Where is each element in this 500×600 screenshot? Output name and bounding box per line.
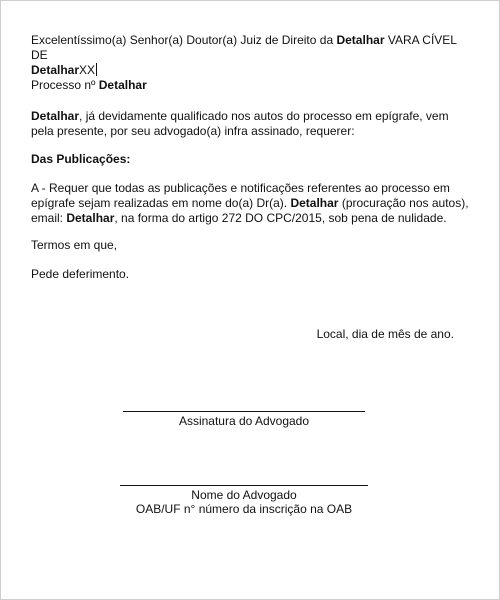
city-suffix: XX	[79, 63, 96, 77]
lawyer-name-label: Nome do Advogado	[191, 488, 297, 502]
closing-line-2: Pede deferimento.	[31, 267, 130, 281]
signature-line-2	[120, 485, 368, 486]
email-field[interactable]: Detalhar	[66, 211, 115, 225]
signature-line-1	[123, 411, 365, 412]
intro-paragraph	[31, 109, 471, 139]
text-cursor	[96, 63, 97, 76]
addressee-suffix: VARA CÍVEL DE	[31, 33, 457, 62]
closing-line-1: Termos em que,	[31, 238, 118, 252]
intro-text: , já devidamente qualificado nos autos do processo em epígrafe, vem pela presente, por seu advogado(a) infra assinado, requerer:	[31, 109, 449, 138]
place-date: Local, dia de mês de ano.	[316, 327, 454, 341]
section-title: Das Publicações:	[31, 152, 131, 166]
process-number-field[interactable]: Detalhar	[98, 78, 147, 92]
signature-label: Assinatura do Advogado	[178, 414, 310, 428]
request-text-1: A - Requer que todas as publicações e notificações referentes ao processo em epígrafe sejam realizadas em nome do(a) Dr(a).	[31, 181, 450, 210]
addressee-header	[31, 33, 471, 78]
lawyer-name-field[interactable]: Detalhar	[290, 196, 339, 210]
party-name-field[interactable]: Detalhar	[31, 109, 80, 123]
request-paragraph	[31, 181, 471, 226]
city-field[interactable]: Detalhar	[31, 63, 80, 77]
process-prefix: Processo nº	[31, 78, 99, 92]
process-number-line	[31, 78, 471, 93]
oab-number-label: OAB/UF n° número da inscrição na OAB	[135, 502, 353, 516]
request-text-2: (procuração nos autos), email:	[31, 196, 469, 225]
addressee-prefix: Excelentíssimo(a) Senhor(a) Doutor(a) Juiz de Direito da	[31, 33, 337, 47]
court-field[interactable]: Detalhar	[336, 33, 385, 47]
request-text-3: , na forma do artigo 272 DO CPC/2015, sob pena de nulidade.	[114, 211, 447, 225]
